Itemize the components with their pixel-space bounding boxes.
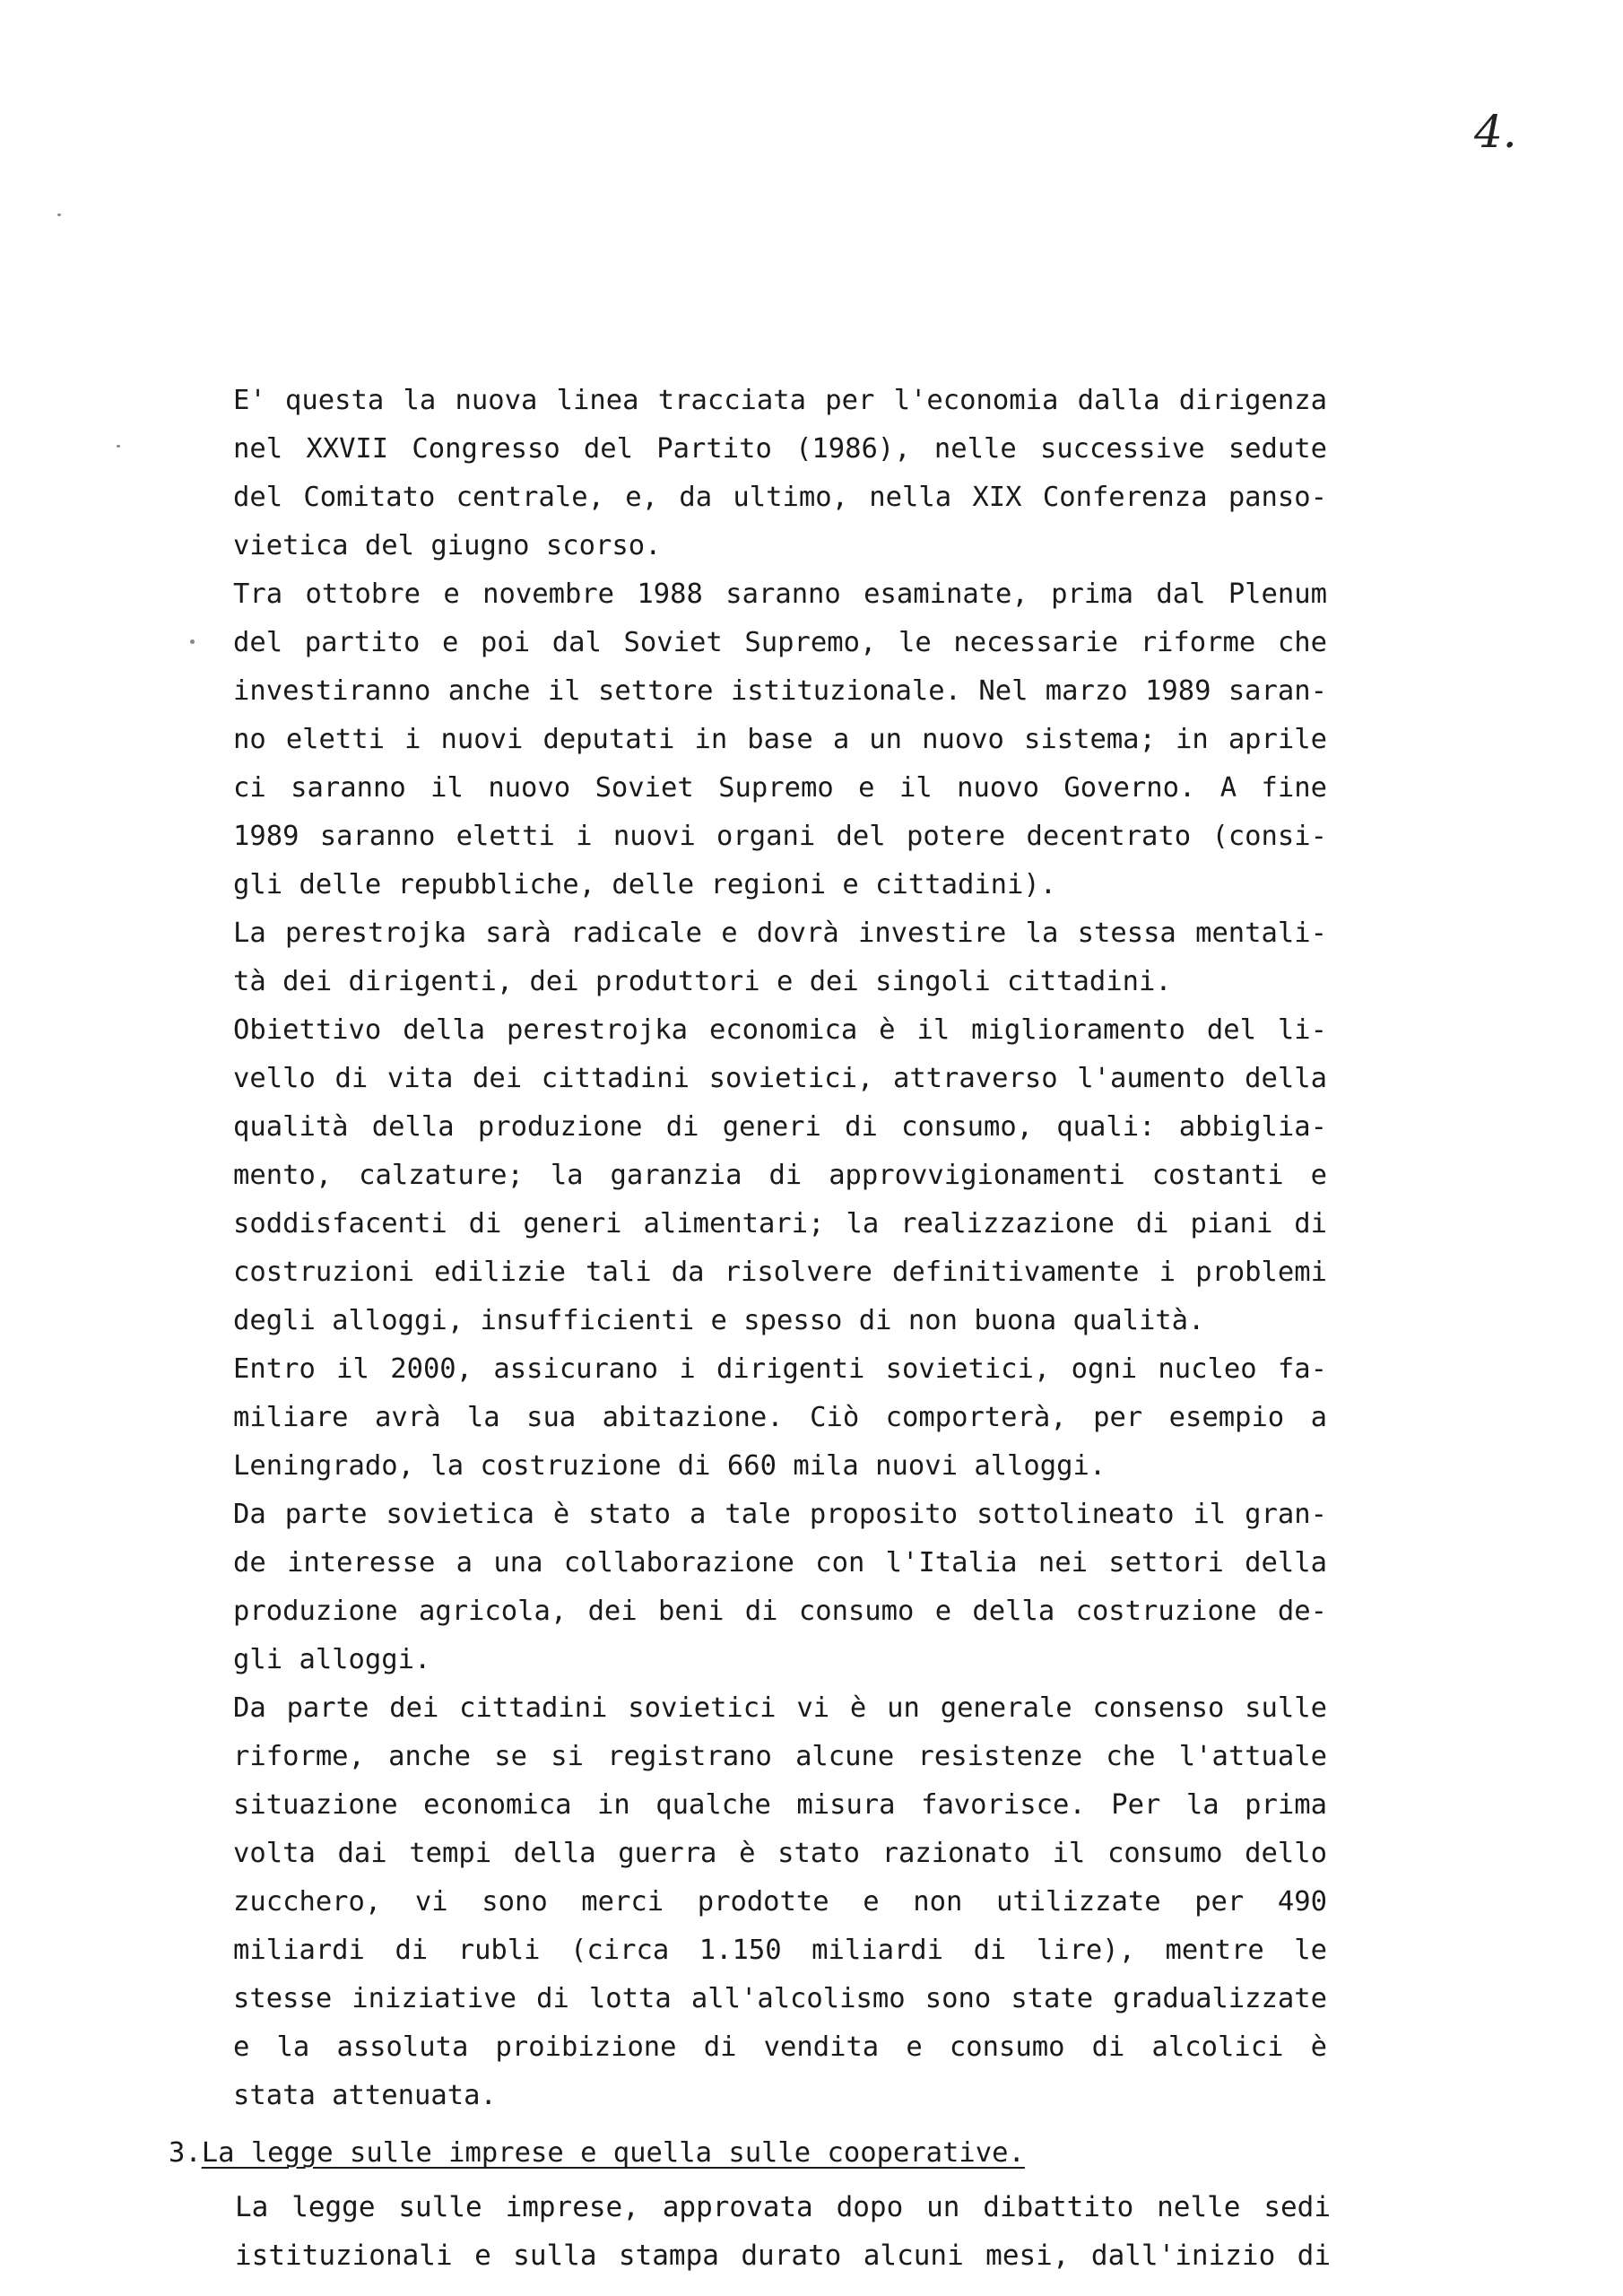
text-line: stata attenuata. <box>233 2080 497 2111</box>
text-line: del partito e poi dal Soviet Supremo, le necessarie riforme che <box>233 627 1327 658</box>
text-line: istituzionali e sulla stampa durato alcuni mesi, dall'inizio di <box>235 2239 1331 2272</box>
text-line: situazione economica in qualche misura favorisce. Per la prima <box>233 1789 1327 1821</box>
page-number: 4. <box>1474 106 1517 158</box>
section-heading <box>169 2129 1025 2178</box>
text-line: costruzioni edilizie tali da risolvere definitivamente i problemi <box>233 1257 1327 1288</box>
text-line: vello di vita dei cittadini sovietici, attraverso l'aumento della <box>233 1063 1327 1094</box>
text-line: La legge sulle imprese, approvata dopo un dibattito nelle sedi <box>235 2191 1331 2223</box>
text-line: gli alloggi. <box>233 1644 431 1675</box>
text-line: soddisfacenti di generi alimentari; la realizzazione di piani di <box>233 1208 1327 1239</box>
text-line: Entro il 2000, assicurano i dirigenti sovietici, ogni nucleo fa- <box>233 1353 1327 1385</box>
text-line: investiranno anche il settore istituzionale. Nel marzo 1989 saran- <box>233 675 1327 707</box>
text-line: gli delle repubbliche, delle regioni e cittadini). <box>233 869 1057 900</box>
text-line: produzione agricola, dei beni di consumo e della costruzione de- <box>233 1596 1327 1627</box>
text-line: ci saranno il nuovo Soviet Supremo e il nuovo Governo. A fine <box>233 772 1327 804</box>
text-line: Da parte dei cittadini sovietici vi è un generale consenso sulle <box>233 1692 1327 1724</box>
text-line: degli alloggi, insufficienti e spesso di non buona qualità. <box>233 1305 1205 1336</box>
text-line: Leningrado, la costruzione di 660 mila nuovi alloggi. <box>233 1450 1107 1482</box>
text-line: mento, calzature; la garanzia di approvvigionamenti costanti e <box>233 1160 1327 1191</box>
section-body-text <box>235 2183 1331 2280</box>
text-line: Obiettivo della perestrojka economica è il miglioramento del li- <box>233 1014 1327 1046</box>
scan-speck <box>57 213 61 216</box>
text-line: qualità della produzione di generi di consumo, quali: abbiglia- <box>233 1111 1327 1143</box>
scan-speck <box>190 639 195 644</box>
text-line: nel XXVII Congresso del Partito (1986), nelle successive sedute <box>233 433 1327 465</box>
text-line: miliardi di rubli (circa 1.150 miliardi di lire), mentre le <box>233 1935 1327 1966</box>
text-line: miliare avrà la sua abitazione. Ciò comporterà, per esempio a <box>233 1402 1327 1433</box>
text-line: volta dai tempi della guerra è stato razionato il consumo dello <box>233 1838 1327 1869</box>
text-line: Da parte sovietica è stato a tale proposito sottolineato il gran- <box>233 1499 1327 1530</box>
text-line: vietica del giugno scorso. <box>233 530 662 561</box>
text-line: La perestrojka sarà radicale e dovrà investire la stessa mentali- <box>233 918 1327 949</box>
text-line: stesse iniziative di lotta all'alcolismo sono state gradualizzate <box>233 1983 1327 2014</box>
section-number: 3. <box>169 2137 202 2169</box>
text-line: zucchero, vi sono merci prodotte e non utilizzate per 490 <box>233 1886 1327 1918</box>
text-line: del Comitato centrale, e, da ultimo, nella XIX Conferenza panso- <box>233 482 1327 513</box>
text-line: 1989 saranno eletti i nuovi organi del potere decentrato (consi- <box>233 821 1327 852</box>
text-line: riforme, anche se si registrano alcune resistenze che l'attuale <box>233 1741 1327 1772</box>
scan-speck <box>117 445 120 448</box>
text-line: de interesse a una collaborazione con l'Italia nei settori della <box>233 1547 1327 1578</box>
body-text <box>233 377 1327 2120</box>
text-line: no eletti i nuovi deputati in base a un nuovo sistema; in aprile <box>233 724 1327 755</box>
text-line: e la assoluta proibizione di vendita e consumo di alcolici è <box>233 2031 1327 2063</box>
section-title: La legge sulle imprese e quella sulle cooperative. <box>201 2137 1025 2169</box>
text-line: Tra ottobre e novembre 1988 saranno esaminate, prima dal Plenum <box>233 578 1327 610</box>
text-line: tà dei dirigenti, dei produttori e dei singoli cittadini. <box>233 966 1172 997</box>
text-line: E' questa la nuova linea tracciata per l'economia dalla dirigenza <box>233 385 1327 416</box>
